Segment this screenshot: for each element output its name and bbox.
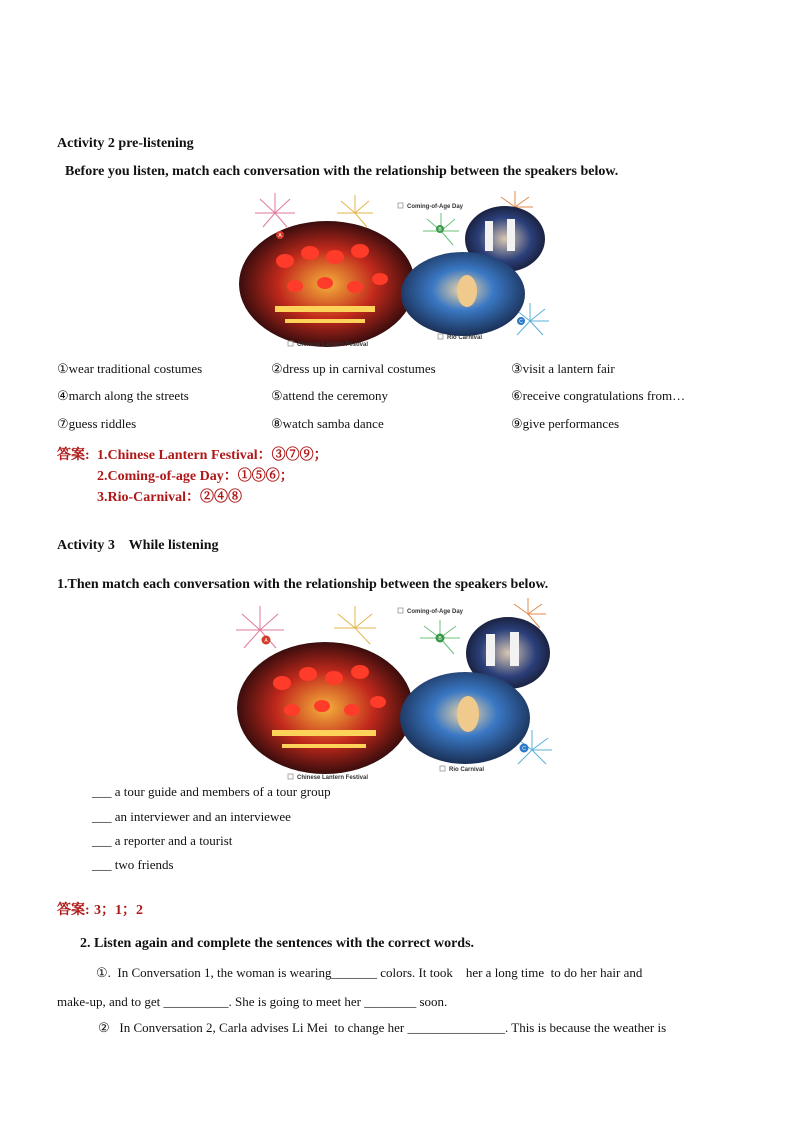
answer-line-2: 2.Coming-of-age Day：①⑤⑥； xyxy=(97,469,294,484)
festival-figure-1 xyxy=(215,191,555,351)
option-7: ⑦guess riddles xyxy=(57,416,137,431)
badge-b: B xyxy=(438,227,442,233)
festival-figure-2 xyxy=(210,598,555,782)
option-9: ⑨give performances xyxy=(511,416,620,431)
option-2: ②dress up in carnival costumes xyxy=(271,361,436,376)
badge-b: B xyxy=(438,636,442,642)
festival-collage xyxy=(215,191,555,351)
option-5: ⑤attend the ceremony xyxy=(271,388,389,403)
sentence-1-line-2: make-up, and to get __________. She is going to meet her ________ soon. xyxy=(57,994,448,1009)
option-8: ⑧watch samba dance xyxy=(271,416,384,431)
blank-item-1: ___ a tour guide and members of a tour group xyxy=(92,784,331,799)
activity3-question-1: 1.Then match each conversation with the relationship between the speakers below. xyxy=(57,577,549,592)
blank-item-2: ___ an interviewer and an interviewee xyxy=(92,809,291,824)
option-6: ⑥receive congratulations from… xyxy=(511,388,686,403)
badge-a: A xyxy=(264,638,268,644)
blank-item-3: ___ a reporter and a tourist xyxy=(92,833,233,848)
answer-line-3: 3.Rio-Carnival：②④⑧ xyxy=(97,490,243,505)
blank-item-4: ___ two friends xyxy=(92,857,174,872)
badge-a: A xyxy=(278,233,282,239)
activity2-heading: Activity 2 pre-listening xyxy=(57,136,194,151)
answer-line-1: 1.Chinese Lantern Festival：③⑦⑨； xyxy=(97,448,328,463)
activity2-instruction: Before you listen, match each conversation with the relationship between the speakers below. xyxy=(65,164,619,179)
badge-c: C xyxy=(519,319,523,325)
option-4: ④march along the streets xyxy=(57,388,189,403)
option-1: ①wear traditional costumes xyxy=(57,361,203,376)
label-lantern-festival: Chinese Lantern Festival xyxy=(297,342,369,348)
sentence-2-line-1: ② In Conversation 2, Carla advises Li Mei to change her _______________. This is because the weather is xyxy=(98,1020,667,1035)
label-coming-of-age: Coming-of-Age Day xyxy=(407,609,463,615)
activity3-heading: Activity 3 While listening xyxy=(57,538,219,553)
option-3: ③visit a lantern fair xyxy=(511,361,615,376)
label-coming-of-age: Coming-of-Age Day xyxy=(407,204,463,210)
answer-activity3: 3；1；2 xyxy=(94,903,143,918)
activity3-question-2: 2. Listen again and complete the sentences with the correct words. xyxy=(80,936,475,951)
label-rio-carnival: Rio Carnival xyxy=(449,767,485,773)
badge-c: C xyxy=(522,746,526,752)
answer-label-1: 答案: xyxy=(57,448,90,463)
festival-collage xyxy=(210,598,555,782)
label-lantern-festival: Chinese Lantern Festival xyxy=(297,775,369,781)
label-rio-carnival: Rio Carnival xyxy=(447,335,483,341)
answer-label-2: 答案: xyxy=(57,903,90,918)
sentence-1-line-1: ①. In Conversation 1, the woman is wearing_______ colors. It took her a long time to do her hair and xyxy=(96,965,643,980)
